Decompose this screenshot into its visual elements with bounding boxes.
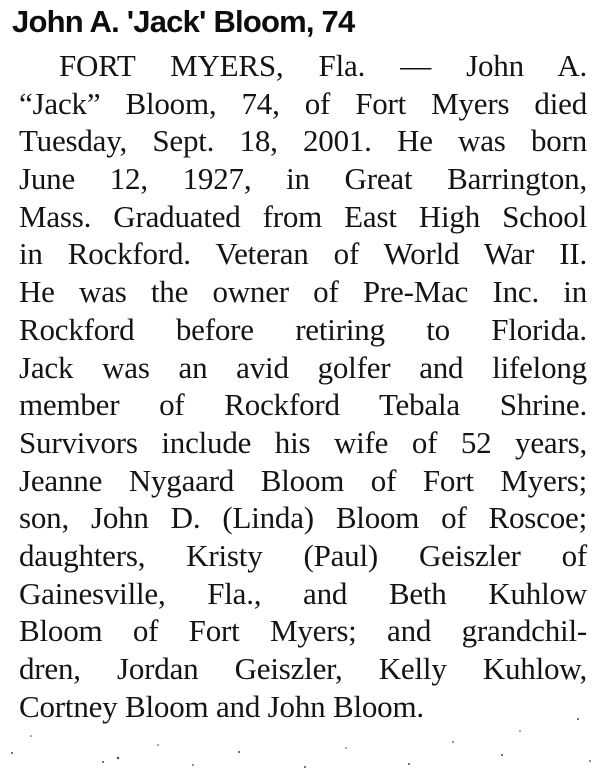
body-line: FORT MYERS, Fla. — John A. — [59, 48, 587, 83]
body-line: son, John D. (Linda) Bloom of Roscoe; — [19, 500, 587, 536]
body-line: “Jack” Bloom, 74, of Fort Myers died — [19, 85, 587, 121]
obituary-body — [19, 47, 587, 725]
body-line: Jack was an avid golfer and lifelong — [19, 349, 587, 385]
body-line: member of Rockford Tebala Shrine. — [19, 387, 587, 423]
obituary-headline: John A. 'Jack' Bloom, 74 — [12, 4, 355, 39]
body-line: in Rockford. Veteran of World War II. — [19, 236, 587, 272]
body-line: dren, Jordan Geiszler, Kelly Kuhlow, — [19, 651, 587, 686]
body-line: June 12, 1927, in Great Barrington, — [19, 161, 587, 197]
body-line: Jeanne Nygaard Bloom of Fort Myers; — [19, 462, 587, 498]
body-line: Mass. Graduated from East High School — [19, 198, 587, 234]
body-line: Tuesday, Sept. 18, 2001. He was born — [19, 123, 587, 159]
body-line: He was the owner of Pre-Mac Inc. in — [19, 274, 587, 310]
body-line: Cortney Bloom and John Bloom. — [19, 688, 424, 724]
body-line: Bloom of Fort Myers; and grandchil- — [19, 613, 587, 649]
body-line: daughters, Kristy (Paul) Geiszler of — [19, 537, 587, 573]
body-line: Survivors include his wife of 52 years, — [19, 424, 587, 460]
body-line: Gainesville, Fla., and Beth Kuhlow — [19, 575, 587, 611]
body-line: Rockford before retiring to Florida. — [19, 311, 587, 347]
